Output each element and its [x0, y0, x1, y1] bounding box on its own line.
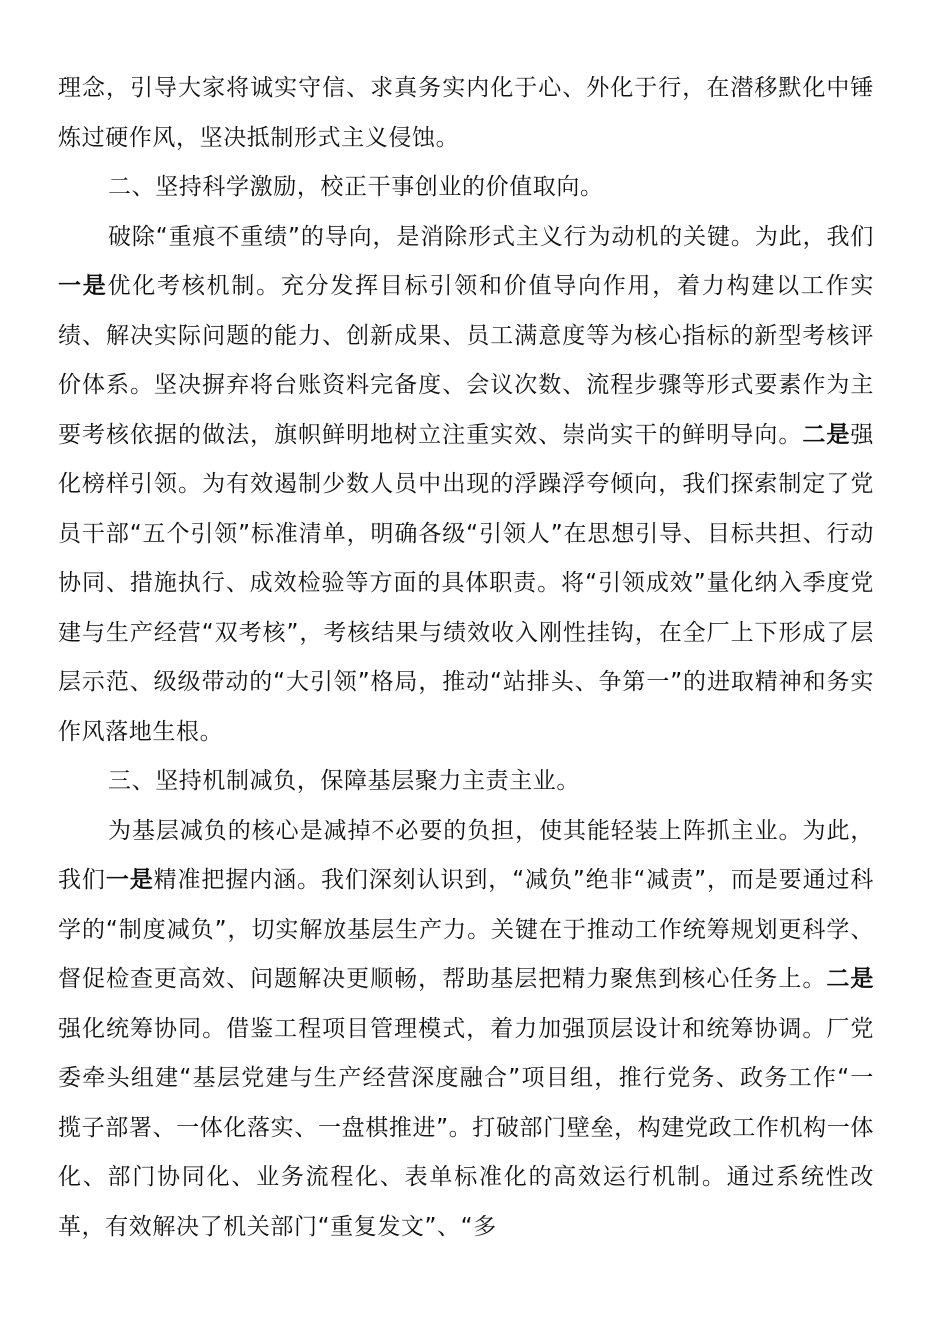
section-heading-3-rest: ，保障基层聚力主责主业。	[296, 768, 581, 794]
bold-marker-first: 一是	[105, 867, 154, 893]
bold-marker-second: 二是	[826, 966, 875, 992]
paragraph-intro-text: 理念，引导大家将诚实守信、求真务实内化于心、外化于行，在潜移默化中锤炼过硬作风，坚决抵制形式主义侵蚀。	[58, 75, 874, 151]
paragraph-intro	[58, 64, 874, 163]
paragraph-section-3	[58, 807, 874, 1253]
section-heading-3-label: 三、坚持机制减负	[108, 768, 297, 794]
paragraph-section-2-text-2: 优化考核机制。充分发挥目标引领和价值导向作用，着力构建以工作实绩、解决实际问题的能力、创新成果、员工满意度等为核心指标的新型考核评价体系。坚决摒弃将台账资料完备度、会议次数、流程步骤等形式要素作为主要考核依据的做法，旗帜鲜明地树立注重实效、崇尚实干的鲜明导向。	[58, 273, 874, 448]
bold-marker-second: 二是	[802, 421, 851, 448]
section-heading-2-rest: ，校正干事创业的价值取向。	[296, 174, 604, 200]
paragraph-section-3-text-1: 为基层减负的核心是减掉不必要的负担，使其能轻装上阵抓主业。为此，我们	[58, 817, 874, 893]
paragraph-section-2	[58, 213, 874, 758]
paragraph-section-2-text-3: 强化榜样引领。为有效遏制少数人员中出现的浮躁浮夸倾向，我们探索制定了党员干部“五个引领”标准清单，明确各级“引领人”在思想引导、目标共担、行动协同、措施执行、成效检验等方面的具体职责。将“引领成效”量化纳入季度党建与生产经营“双考核”，考核结果与绩效收入刚性挂钩，在全厂上下形成了层层示范、级级带动的“大引领”格局，推动“站排头、争第一”的进取精神和务实作风落地生根。	[58, 421, 874, 745]
paragraph-section-2-text-1: 破除“重痕不重绩”的导向，是消除形式主义行为动机的关键。为此，我们	[108, 223, 874, 250]
document-page	[58, 64, 874, 1252]
section-heading-3	[58, 757, 874, 807]
bold-marker-first: 一是	[58, 273, 108, 299]
paragraph-section-3-text-3: 强化统筹协同。借鉴工程项目管理模式，着力加强顶层设计和统筹协调。厂党委牵头组建“基层党建与生产经营深度融合”项目组，推行党务、政务工作“一揽子部署、一体化落实、一盘棋推进”。打破部门壁垒，构建党政工作机构一体化、部门协同化、业务流程化、表单标准化的高效运行机制。通过系统性改革，有效解决了机关部门“重复发文”、“多	[58, 1015, 874, 1240]
section-heading-2	[58, 163, 874, 213]
section-heading-2-label: 二、坚持科学激励	[108, 174, 297, 200]
paragraph-section-3-text-2: 精准把握内涵。我们深刻认识到，“减负”绝非“减责”，而是要通过科学的“制度减负”，切实解放基层生产力。关键在于推动工作统筹规划更科学、督促检查更高效、问题解决更顺畅，帮助基层把精力聚焦到核心任务上。	[58, 867, 874, 992]
